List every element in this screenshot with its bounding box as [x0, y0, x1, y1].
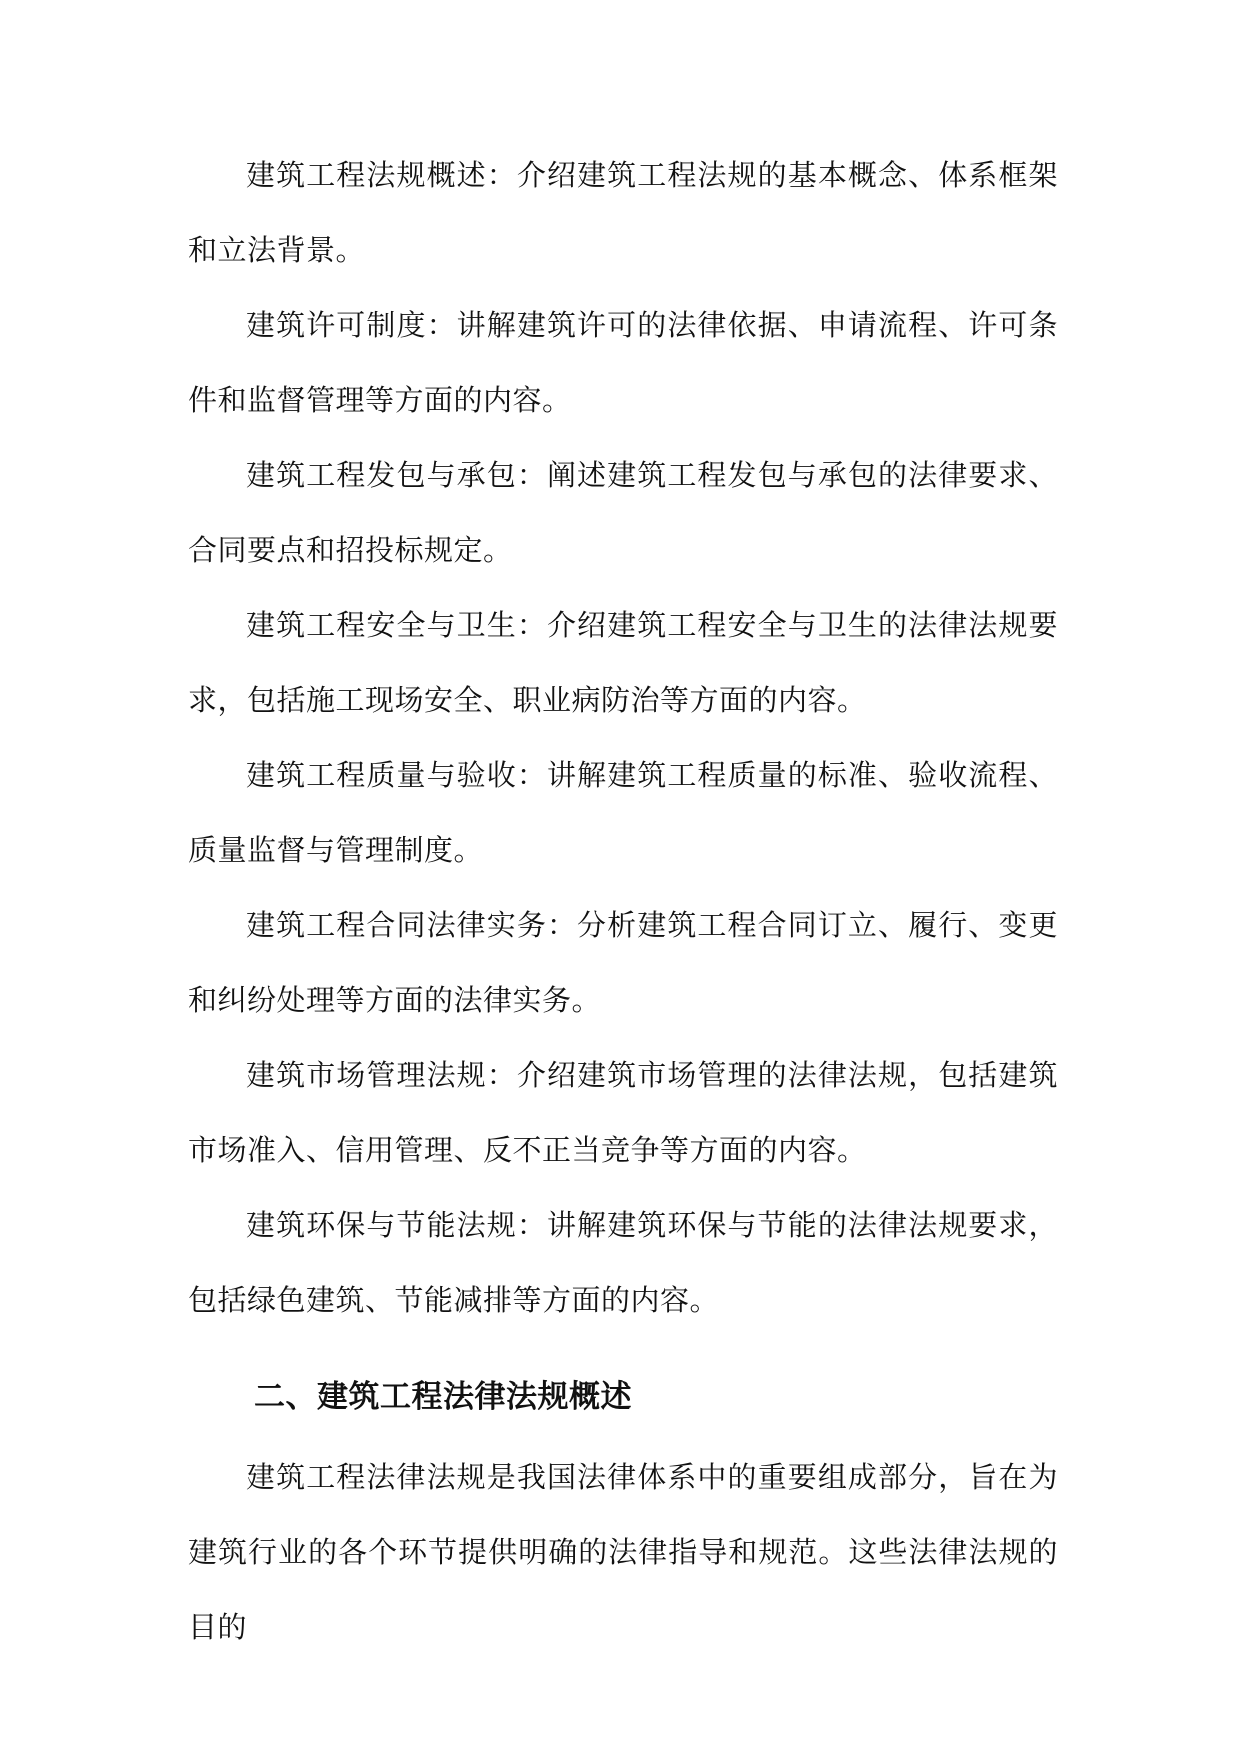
paragraph-regulations-overview: 建筑工程法规概述：介绍建筑工程法规的基本概念、体系框架和立法背景。: [188, 158, 1058, 267]
document-body: [188, 138, 1058, 1665]
paragraph-contracting: 建筑工程发包与承包：阐述建筑工程发包与承包的法律要求、合同要点和招投标规定。: [188, 458, 1058, 567]
paragraph-building-permit: 建筑许可制度：讲解建筑许可的法律依据、申请流程、许可条件和监督管理等方面的内容。: [188, 308, 1058, 417]
paragraph-contract-practice: 建筑工程合同法律实务：分析建筑工程合同订立、履行、变更和纠纷处理等方面的法律实务。: [188, 908, 1058, 1017]
section-heading: 二、建筑工程法律法规概述: [254, 1379, 632, 1415]
paragraph-environment-energy: 建筑环保与节能法规：讲解建筑环保与节能的法律法规要求，包括绿色建筑、节能减排等方面的内容。: [188, 1208, 1058, 1317]
paragraph-law-overview: 建筑工程法律法规是我国法律体系中的重要组成部分，旨在为建筑行业的各个环节提供明确的法律指导和规范。这些法律法规的目的: [188, 1460, 1058, 1644]
paragraph-quality-acceptance: 建筑工程质量与验收：讲解建筑工程质量的标准、验收流程、质量监督与管理制度。: [188, 758, 1058, 867]
paragraph-market-management: 建筑市场管理法规：介绍建筑市场管理的法律法规，包括建筑市场准入、信用管理、反不正当竞争等方面的内容。: [188, 1058, 1058, 1167]
paragraph-safety-health: 建筑工程安全与卫生：介绍建筑工程安全与卫生的法律法规要求，包括施工现场安全、职业病防治等方面的内容。: [188, 608, 1058, 717]
